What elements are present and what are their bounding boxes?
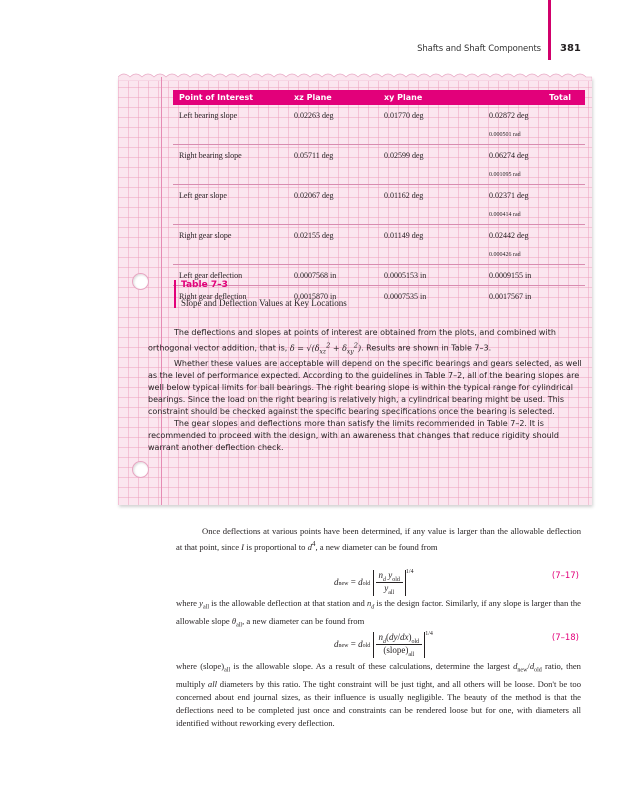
page-number: 381 bbox=[560, 43, 581, 54]
cell-xy: 0.01770 deg bbox=[384, 110, 424, 120]
equation-number: (7–17) bbox=[551, 571, 579, 581]
binder-hole-icon bbox=[132, 461, 149, 478]
cell-xz: 0.02263 deg bbox=[294, 110, 334, 120]
binder-hole-icon bbox=[132, 273, 149, 290]
table-header-row bbox=[173, 90, 585, 105]
column-header-xy: xy Plane bbox=[378, 90, 483, 105]
handwritten-paragraph: The deflections and slopes at points of interest are obtained from the plots, and combined with orthogonal vector addition, that is, $\delta = √(\delta_{xz}^2 + \delta_{xy}^2)$. Results are shown in Table 7–3. bbox=[148, 328, 556, 356]
notebook-card bbox=[118, 77, 592, 505]
slope-deflection-table bbox=[173, 90, 585, 306]
equation-7-17: dnew = dold $\frac{n_d y_{old}}{y_{all}}$ $^{1/4}$ (7–17) bbox=[334, 569, 579, 597]
column-header-xz: xz Plane bbox=[288, 90, 378, 105]
vector-sum-formula: $\delta = √(\delta_{xz}^2 + \delta_{xy}^2)$ bbox=[289, 341, 362, 356]
cell-total: 0.02371 deg bbox=[483, 185, 585, 206]
cell-xz: 0.0007568 in bbox=[288, 265, 378, 286]
cell-point: Left gear slope bbox=[173, 185, 288, 206]
cell-xz: 0.05711 deg bbox=[288, 145, 378, 166]
cell-total-rad: 0.000426 rad bbox=[489, 251, 521, 258]
cell-xy: 0.0005153 in bbox=[378, 265, 483, 286]
page-accent-bar bbox=[548, 0, 551, 60]
cell-point: Right gear deflection bbox=[173, 286, 288, 307]
table-caption-title: Slope and Deflection Values at Key Locations bbox=[181, 298, 347, 308]
table-row bbox=[173, 105, 585, 125]
cell-xz: 0.02155 deg bbox=[288, 225, 378, 246]
cell-point: Left gear deflection bbox=[173, 265, 288, 286]
handwritten-notes bbox=[148, 327, 586, 454]
table-row bbox=[173, 125, 585, 145]
cell-total: 0.0017567 in bbox=[483, 286, 585, 307]
handwritten-paragraph: The gear slopes and deflections more than satisfy the limits recommended in Table 7–2. It is recommended to proceed with the design, with an awareness that changes that reduce rigidity should warrant another deflection check. bbox=[148, 419, 559, 453]
table-row bbox=[173, 205, 585, 225]
body-paragraph: where $(slope)_{all}$ is the allowable slope. As a result of these calculations, determine the largest $d_{new}/d_{old}$ ratio, then multiply all diameters by this ratio. The tight constraint will be just tight, and all others will be loose. Don't be too concerned about end journal sizes, as their influence is usually negligible. The beauty of the method is that the deflections need to be completed just once and constraints can be rendered loose but for one, with diameters all identified without reworking every deflection. bbox=[176, 661, 581, 728]
cell-total-rad: 0.001095 rad bbox=[489, 171, 521, 178]
table-row bbox=[173, 145, 585, 166]
torn-edge-icon bbox=[118, 71, 592, 81]
data-table bbox=[173, 90, 585, 306]
cell-total: 0.02872 deg bbox=[489, 110, 529, 120]
body-paragraph: Once deflections at various points have been determined, if any value is larger than the allowable deflection at that point, since I is proportional to $d^4$, a new diameter can be found from bbox=[176, 526, 581, 552]
column-header-total: Total bbox=[483, 90, 585, 105]
cell-point: Right gear slope bbox=[173, 225, 288, 246]
table-row bbox=[173, 165, 585, 185]
caption-accent-bar bbox=[174, 280, 176, 308]
cell-point: Right bearing slope bbox=[173, 145, 288, 166]
cell-total-rad: 0.000414 rad bbox=[489, 211, 521, 218]
running-head: Shafts and Shaft Components bbox=[417, 44, 541, 54]
cell-total-rad: 0.000501 rad bbox=[489, 131, 521, 138]
cell-xy: 0.01149 deg bbox=[378, 225, 483, 246]
cell-total: 0.0009155 in bbox=[483, 265, 585, 286]
table-row bbox=[173, 265, 585, 286]
cell-xz: 0.0015870 in bbox=[288, 286, 378, 307]
body-paragraph: where $y_{all}$ is the allowable deflection at that station and $n_d$ is the design factor. Similarly, if any slope is larger than the allowable slope $\theta_{all}$, a new diameter can be found from bbox=[176, 598, 581, 629]
cell-xz: 0.02067 deg bbox=[288, 185, 378, 206]
cell-xy: 0.01162 deg bbox=[378, 185, 483, 206]
cell-total: 0.06274 deg bbox=[483, 145, 585, 166]
cell-point: Left bearing slope bbox=[179, 110, 238, 120]
equation-7-18: dnew = dold $\frac{n_d(dy/dx)_{old}}{(slope)_{all}}$ $^{1/4}$ (7–18) bbox=[334, 631, 579, 659]
cell-xy: 0.0007535 in bbox=[378, 286, 483, 307]
table-caption-label: Table 7–3 bbox=[181, 280, 228, 290]
table-row bbox=[173, 185, 585, 206]
handwritten-paragraph: Whether these values are acceptable will depend on the specific bearings and gears selected, as well as the level of performance expected. According to the guidelines in Table 7–2, all of the bearing slopes are well below typical limits for ball bearings. The right bearing slope is within the typical range for cylindrical bearings. Since the load on the right bearing is relatively high, a cylindrical bearing might be used. This constraint should be checked against the specific bearing specifications once the bearing is selected. bbox=[148, 359, 582, 417]
equation-number: (7–18) bbox=[551, 633, 579, 643]
column-header-point: Point of Interest bbox=[173, 90, 288, 105]
table-row bbox=[173, 225, 585, 246]
cell-xy: 0.02599 deg bbox=[378, 145, 483, 166]
table-row bbox=[173, 245, 585, 265]
cell-total: 0.02442 deg bbox=[483, 225, 585, 246]
